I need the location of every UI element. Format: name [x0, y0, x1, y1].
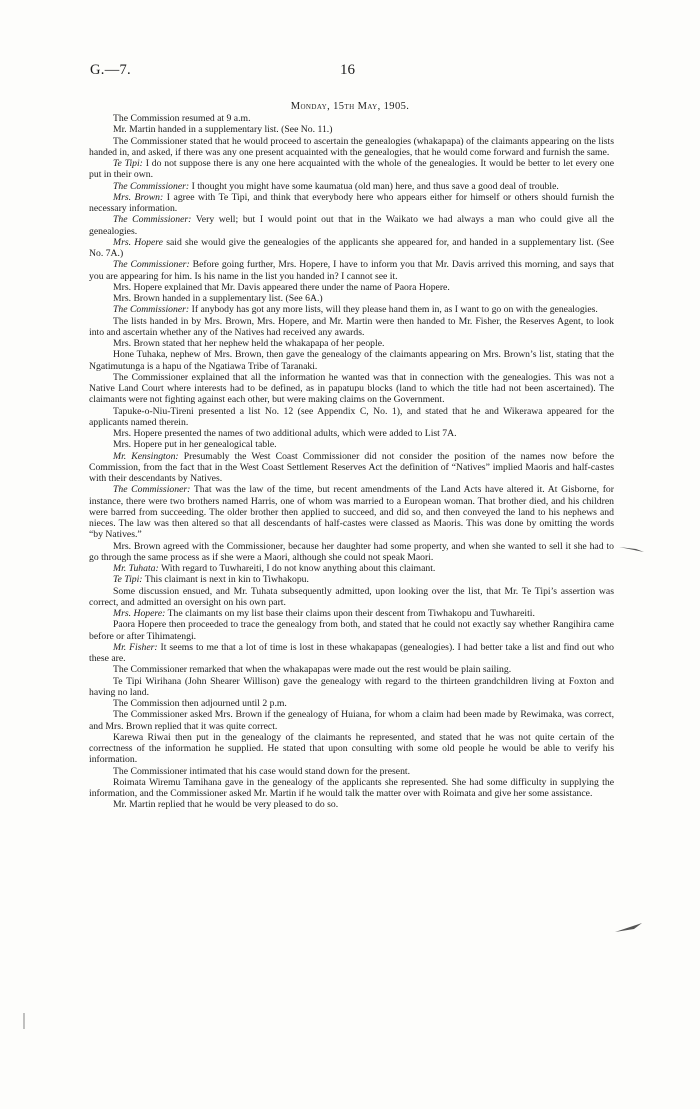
transcript-body [89, 113, 614, 811]
paragraph [89, 259, 614, 282]
speaker-name: Mrs. Brown: [113, 191, 164, 203]
paragraph [89, 799, 614, 810]
paragraph [89, 732, 614, 766]
scan-mark-right-upper [618, 542, 646, 556]
paragraph [89, 304, 614, 315]
paragraph-text: Very well; but I would point out that in the Waikato we had always a man who could give all the genealogies. [89, 214, 614, 237]
paragraph-text: Mrs. Hopere explained that Mr. Davis appeared there under the name of Paora Hopere. [113, 281, 450, 293]
paragraph [89, 293, 614, 304]
paragraph-text: If anybody has got any more lists, will they please hand them in, as I want to go on with the genealogies. [189, 304, 598, 316]
speaker-name: The Commissioner: [113, 180, 190, 192]
paragraph-text: The Commission resumed at 9 a.m. [113, 113, 251, 124]
paragraph-text: Mrs. Hopere presented the names of two additional adults, which were added to List 7A. [113, 428, 457, 439]
paragraph-text: The Commissioner asked Mrs. Brown if the genealogy of Huiana, for whom a claim had been made by Rewimaka, was correct, and Mrs. Brown replied that it was quite correct. [89, 709, 614, 732]
paragraph-text: Mrs. Brown agreed with the Commissioner, because her daughter had some property, and when she wanted to sell it she had to go through the same process as if she were a Maori, although she could not speak Maori. [89, 540, 614, 563]
paragraph [89, 451, 614, 485]
speaker-name: The Commissioner: [113, 304, 190, 316]
paragraph [89, 698, 614, 709]
paragraph [89, 428, 614, 439]
paragraph-text: said she would give the genealogies of the applicants she appeared for, and handed in a supplementary list. (See No. 7A.) [89, 236, 614, 259]
paragraph [89, 136, 614, 159]
paragraph [89, 338, 614, 349]
paragraph [89, 113, 614, 124]
paragraph-text: I do not suppose there is any one here acquainted with the whole of the genealogies. It would be better to let every one put in their own. [89, 158, 614, 181]
paragraph [89, 541, 614, 564]
paragraph [89, 439, 614, 450]
paragraph [89, 709, 614, 732]
paragraph-text: Mrs. Brown handed in a supplementary list. (See 6A.) [113, 293, 323, 304]
paragraph [89, 664, 614, 675]
paragraph [89, 316, 614, 339]
paragraph-text: Te Tipi Wirihana (John Shearer Willison) gave the genealogy with regard to the thirteen grandchildren living at Foxton and having no land. [89, 675, 614, 698]
paragraph [89, 586, 614, 609]
paragraph [89, 282, 614, 293]
paragraph-text: The Commission then adjourned until 2 p.m. [113, 698, 287, 709]
page-number: 16 [340, 62, 355, 78]
page-header [0, 62, 700, 86]
paragraph [89, 372, 614, 406]
paragraph-text: Mr. Martin handed in a supplementary list. (See No. 11.) [113, 124, 333, 136]
paragraph [89, 124, 614, 135]
paragraph-text: That was the law of the time, but recent amendments of the Land Acts have altered it. At Gisborne, for instance, there were two brothers named Harris, one of whom was married to a European woman. That brother died, and his children were barred from succeeding. The older brother then applied to succeed, and did so, and then conveyed the land to his nephews and nieces. The law was then altered so that all descendants of half-castes were classed as Maoris. This was done by omitting the words “by Natives.” [89, 484, 614, 541]
paragraph-text: The claimants on my list base their claims upon their descent from Tiwhakopu and Tuwhareiti. [165, 608, 535, 619]
speaker-name: Mrs. Hopere [113, 236, 163, 248]
paragraph-text: I thought you might have some kaumatua (old man) here, and thus save a good deal of trouble. [189, 180, 559, 192]
speaker-name: Mrs. Hopere: [113, 608, 166, 619]
paragraph-text: Hone Tuhaka, nephew of Mrs. Brown, then gave the genealogy of the claimants appearing on Mrs. Brown’s list, stating that the Ngatimutunga is a hapu of the Ngatiawa Tribe of Taranaki. [89, 349, 614, 372]
paragraph [89, 563, 614, 574]
document-reference: G.—7. [90, 62, 131, 78]
paragraph-text: The Commissioner stated that he would proceed to ascertain the genealogies (whakapapa) of the claimants appearing on the lists handed in, and asked, if there was any one present acquainted with the genealogies, that he would come forward and furnish the same. [89, 135, 614, 158]
speaker-name: The Commissioner: [113, 259, 190, 271]
paragraph [89, 349, 614, 372]
paragraph [89, 766, 614, 777]
paragraph [89, 608, 614, 619]
paragraph-text: The Commissioner remarked that when the whakapapas were made out the rest would be plain sailing. [113, 664, 512, 676]
paragraph-text: The Commissioner intimated that his case would stand down for the present. [113, 765, 411, 777]
paragraph-text: Mrs. Brown stated that her nephew held the whakapapa of her people. [113, 338, 385, 349]
paragraph [89, 237, 614, 260]
scan-mark-left [22, 1012, 26, 1030]
paragraph [89, 192, 614, 215]
paragraph-text: Paora Hopere then proceeded to trace the genealogy from both, and stated that he could not exactly say whether Rangihira came before or after Tihimatengi. [89, 619, 614, 642]
paragraph [89, 484, 614, 540]
speaker-name: Mr. Kensington: [113, 450, 179, 462]
paragraph-text: It seems to me that a lot of time is lost in these whakapapas (genealogies). I had better take a list and find out who these are. [89, 641, 614, 664]
speaker-name: Mr. Tuhata: [113, 563, 159, 574]
speaker-name: Mr. Fisher: [113, 641, 158, 653]
paragraph-text: The Commissioner explained that all the information he wanted was that in connection with the genealogies. This was not a Native Land Court where interests had to be defined, as in papatupu blocks (land to which the title had not been ascertained). The claimants were not fighting against each other, but were making claims on the Government. [89, 371, 614, 406]
paragraph [89, 676, 614, 699]
paragraph [89, 406, 614, 429]
paragraph-text: Some discussion ensued, and Mr. Tuhata subsequently admitted, upon looking over the list, that Mr. Te Tipi’s assertion was correct, and admitted an oversight on his own part. [89, 585, 614, 608]
scan-mark-right-lower [614, 920, 644, 934]
paragraph-text: Mr. Martin replied that he would be very pleased to do so. [113, 799, 339, 811]
paragraph-text: I agree with Te Tipi, and think that everybody here who appears either for himself or others should furnish the necessary information. [89, 191, 615, 214]
paragraph-text: With regard to Tuwhareiti, I do not know anything about this claimant. [158, 563, 436, 574]
paragraph [89, 158, 614, 181]
paragraph [89, 619, 614, 642]
speaker-name: Te Tipi: [113, 574, 143, 586]
paragraph-text: Mrs. Hopere put in her genealogical table. [113, 439, 277, 451]
speaker-name: The Commissioner: [113, 214, 192, 226]
paragraph [89, 642, 614, 665]
paragraph [89, 574, 614, 585]
paragraph [89, 777, 614, 800]
paragraph-text: Before going further, Mrs. Hopere, I have to inform you that Mr. Davis arrived this morning, and says that you are appearing for him. Is his name in the list you handed in? I cannot see it. [89, 259, 614, 282]
session-date: Monday, 15th May, 1905. [290, 101, 410, 112]
paragraph-text: Tapuke-o-Niu-Tireni presented a list No. 12 (see Appendix C, No. 1), and stated that he and Wikerawa appeared for the applicants named therein. [89, 405, 614, 428]
paragraph-text: This claimant is next in kin to Tiwhakopu. [142, 574, 309, 586]
paragraph-text: The lists handed in by Mrs. Brown, Mrs. Hopere, and Mr. Martin were then handed to Mr. Fisher, the Reserves Agent, to look into and ascertain whether any of the Natives had received any awards. [89, 315, 614, 338]
paragraph [89, 181, 614, 192]
speaker-name: The Commissioner: [113, 484, 191, 496]
speaker-name: Te Tipi: [113, 158, 143, 169]
paragraph [89, 214, 614, 237]
paragraph-text: Presumably the West Coast Commissioner did not consider the position of the names now before the Commission, from the fact that in the West Coast Settlement Reserves Act the definition of “Natives” implied Maoris and half-castes with their descendants by Natives. [89, 450, 614, 484]
paragraph-text: Karewa Riwai then put in the genealogy of the claimants he represented, and stated that he was not quite certain of the correctness of the information he supplied. He stated that upon consulting with some old people he would be able to verify his information. [89, 731, 614, 766]
paragraph-text: Roimata Wiremu Tamihana gave in the genealogy of the applicants she represented. She had some difficulty in supplying the information, and the Commissioner asked Mr. Martin if he would talk the matter over with Roimata and give her some assistance. [89, 776, 614, 799]
